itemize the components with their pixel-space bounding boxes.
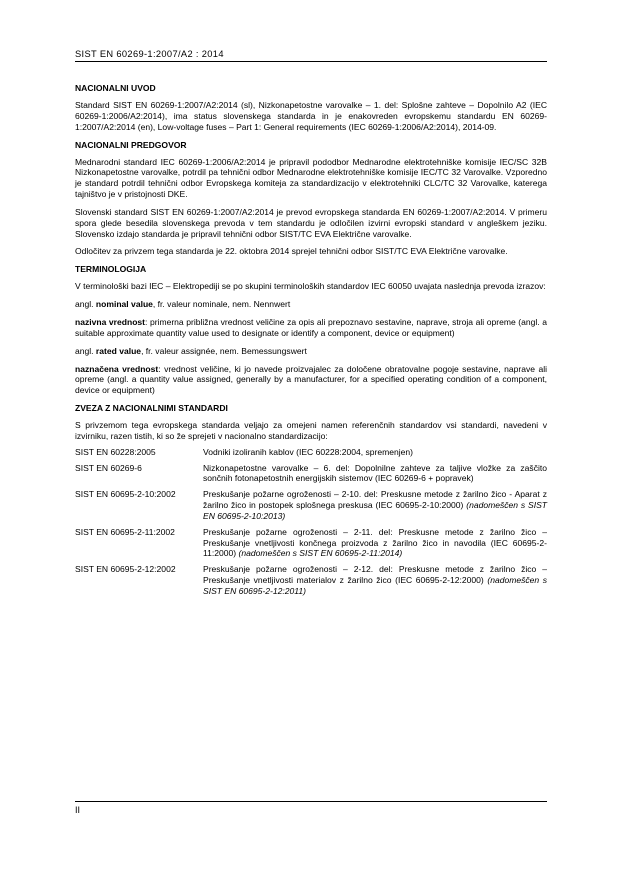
predgovor-paragraph-2: Slovenski standard SIST EN 60269-1:2007/A2:2014 je prevod evropskega standarda EN 60269-1:2007/A2:2014. V primeru spora glede besedila slovenskega prevoda v tem standardu je odločilen izvirni evropski standard v angleškem jeziku. Slovensko izdajo standarda je pripravil tehnični odbor SIST/TC EVA Električne varovalke. <box>75 206 547 239</box>
section-heading-zveza: ZVEZA Z NACIONALNIMI STANDARDI <box>75 403 228 414</box>
definition-term: naznačena vrednost <box>75 363 159 374</box>
standard-code: SIST EN 60695-2-12:2002 <box>75 564 176 575</box>
standard-code: SIST EN 60695-2-10:2002 <box>75 489 176 500</box>
header-divider <box>75 61 547 62</box>
table-row <box>75 447 547 463</box>
standard-description <box>203 447 547 463</box>
section-heading-predgovor: NACIONALNI PREDGOVOR <box>75 139 187 150</box>
standard-code: SIST EN 60695-2-11:2002 <box>75 526 175 537</box>
standard-description <box>203 463 547 490</box>
description-text: Nizkonapetostne varovalke – 6. del: Dopolnilne zahteve za taljive vložke za zaščito sončnih fotonapetostnih energijskih sistemov (IEC 60269-6 + popravek) <box>203 462 547 484</box>
replacement-note: (nadomeščen s SIST EN 60695-2-12:2011) <box>203 575 548 596</box>
terminologija-intro: V terminološki bazi IEC – Elektropediji se po skupini terminoloških standardov IEC 60050 uvajata naslednja prevoda izrazov: <box>75 281 546 292</box>
predgovor-paragraph-1: Mednarodni standard IEC 60269-1:2006/A2:2014 je pripravil pododbor Mednarodne elektrotehniške komisije IEC/SC 32B Nizkonapetostne varovalke, potrdil pa tehnični odbor Mednarodne elektrotehniške komisije IEC/TC 32 Varovalke. Vzporedno je standard potrdil tehnični odbor Evropskega komiteja za standardizacijo v elektrotehniki CLC/TC 32 Varovalke, katerega tajništvo je v pristojnosti DKE. <box>75 156 547 200</box>
term-prefix: angl. <box>75 345 96 356</box>
term-entry-rated <box>75 346 547 357</box>
standards-table <box>75 447 547 602</box>
description-text: Preskušanje požarne ogroženosti – 2-12. del: Preskusne metode z žarilno žico – Preskušanje vnetljivosti materialov z žarilno žico (IEC 60695-2-12:2000) <box>203 564 547 586</box>
standard-code: SIST EN 60269-6 <box>75 462 142 473</box>
footer-divider <box>75 801 547 802</box>
section-heading-uvod: NACIONALNI UVOD <box>75 83 156 93</box>
definition-text: : primerna približna vrednost veličine za opis ali prepoznavo sestavine, naprave, stroja ali opreme (angl. a suitable approximate quantity value used to designate or identify a component, device or equipment) <box>75 316 547 338</box>
running-header: SIST EN 60269-1:2007/A2 : 2014 <box>75 49 224 59</box>
document-body <box>75 83 547 602</box>
standard-code: SIST EN 60228:2005 <box>75 446 156 457</box>
replacement-note: (nadomeščen s SIST EN 60695-2-11:2014) <box>238 548 403 559</box>
table-row <box>75 527 547 565</box>
table-row <box>75 463 547 490</box>
description-text: Vodniki izoliranih kablov (IEC 60228:2004, spremenjen) <box>203 446 413 457</box>
description-text: Preskušanje požarne ogroženosti – 2-11. del: Preskusne metode z žarilno žico – Preskušanje vnetljivosti končnega proizvoda z žarilno žico in navodila (IEC 60695-2-11:2000) <box>203 526 547 559</box>
section-heading-terminologija: TERMINOLOGIJA <box>75 264 147 275</box>
standard-description <box>203 489 547 527</box>
description-text: Preskušanje požarne ogroženosti – 2-10. del: Preskusne metode z žarilno žico - Aparat z žarilno žico in postopek splošnega preskusa (IEC 60695-2-10:2000) <box>203 489 547 511</box>
term-name: rated value <box>95 345 142 356</box>
zveza-intro: S privzemom tega evropskega standarda veljajo za omejeni namen referenčnih standardov vsi standardi, navedeni v izvirniku, razen tistih, ki so že sprejeti v nacionalno standardizacijo: <box>75 420 547 441</box>
definition-nazivna <box>75 317 547 339</box>
standard-description <box>203 527 547 565</box>
definition-text: : vrednost veličine, ki jo navede proizvajalec za določene obratovalne pogoje sestavine, naprave ali opreme (angl. a quantity value assigned, generally by a manufacturer, for a specified operating condition of a component, device or equipment) <box>75 363 547 396</box>
term-prefix: angl. <box>75 299 96 310</box>
uvod-paragraph: Standard SIST EN 60269-1:2007/A2:2014 (sl), Nizkonapetostne varovalke – 1. del: Splošne zahteve – Dopolnilo A2 (IEC 60269-1:2006/A2:2014), ima status slovenskega standarda in je enakovreden evropskemu standardu EN 60269-1:2007/A2:2014 (en), Low-voltage fuses – Part 1: General requirements (IEC 60269-1:2006/A2:2014), 2014-09. <box>75 100 547 132</box>
predgovor-paragraph-3: Odločitev za privzem tega standarda je 22. oktobra 2014 sprejel tehnični odbor SIST/TC EVA Električne varovalke. <box>75 246 508 257</box>
page-number: II <box>75 805 81 815</box>
table-row <box>75 564 547 602</box>
term-rest: , fr. valeur assignée, nem. Bemessungswert <box>141 345 307 356</box>
replacement-note: (nadomeščen s SIST EN 60695-2-10:2013) <box>203 500 547 521</box>
term-entry-nominal <box>75 299 547 310</box>
term-name: nominal value <box>95 299 153 310</box>
standard-description <box>203 564 547 602</box>
table-row <box>75 489 547 527</box>
definition-term: nazivna vrednost <box>75 316 146 327</box>
term-rest: , fr. valeur nominale, nem. Nennwert <box>152 299 291 310</box>
definition-naznacena <box>75 364 547 397</box>
